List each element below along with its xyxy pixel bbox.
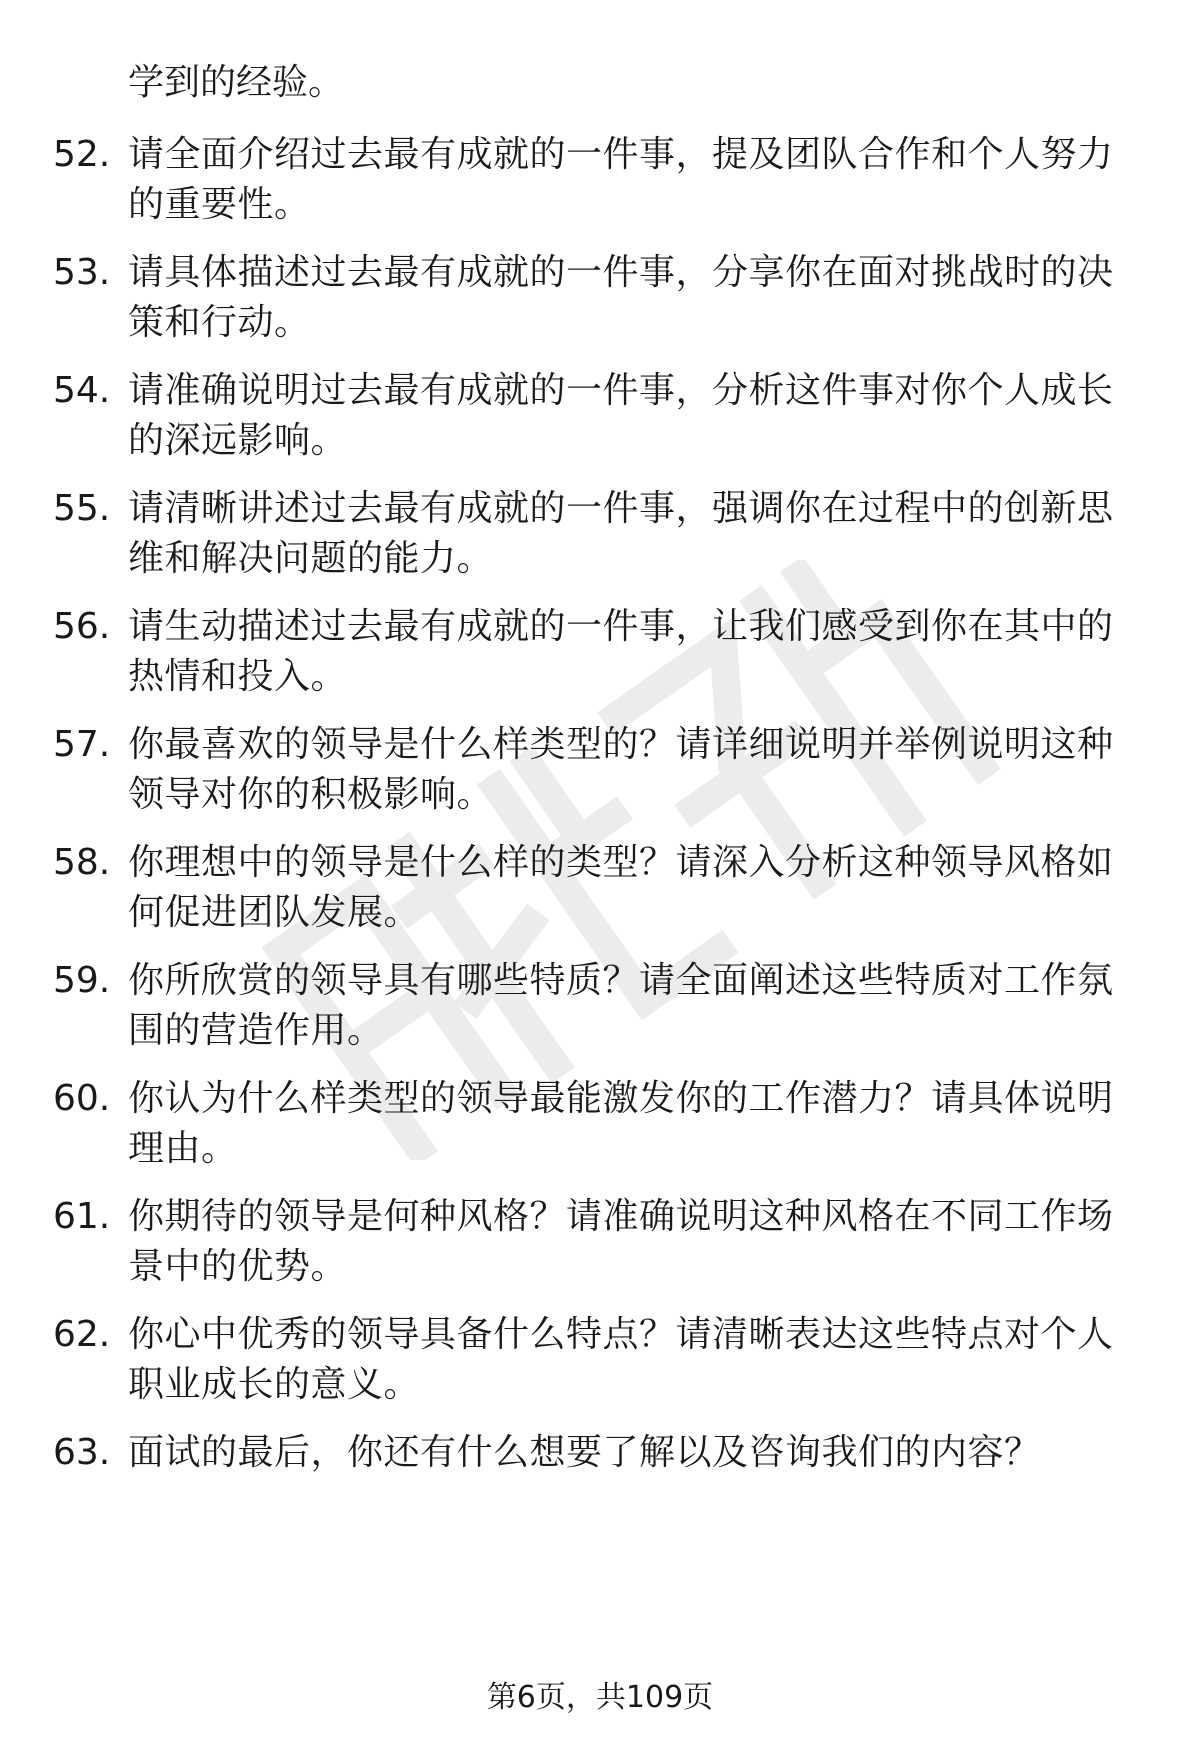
item-text: 你期待的领导是何种风格？请准确说明这种风格在不同工作场景中的优势。 — [128, 1196, 1114, 1287]
item-text: 你所欣赏的领导具有哪些特质？请全面阐述这些特质对工作氛围的营造作用。 — [128, 960, 1114, 1051]
item-text: 你最喜欢的领导是什么样类型的？请详细说明并举例说明这种领导对你的积极影响。 — [128, 724, 1114, 815]
item-number: 55. — [53, 488, 111, 529]
item-number: 57. — [53, 724, 111, 765]
item-text: 请清晰讲述过去最有成就的一件事，强调你在过程中的创新思维和解决问题的能力。 — [128, 488, 1114, 579]
item-text: 你认为什么样类型的领导最能激发你的工作潜力？请具体说明理由。 — [128, 1078, 1114, 1169]
item-text: 请全面介绍过去最有成就的一件事，提及团队合作和个人努力的重要性。 — [128, 134, 1114, 225]
page-footer: 第6页，共109页 — [486, 1680, 714, 1715]
item-number: 62. — [53, 1314, 111, 1355]
item-number: 60. — [53, 1078, 111, 1119]
item-text: 你心中优秀的领导具备什么特点？请清晰表达这些特点对个人职业成长的意义。 — [128, 1314, 1114, 1405]
item-text: 你理想中的领导是什么样的类型？请深入分析这种领导风格如何促进团队发展。 — [128, 842, 1114, 933]
item-text: 请具体描述过去最有成就的一件事，分享你在面对挑战时的决策和行动。 — [128, 252, 1114, 343]
item-text: 请准确说明过去最有成就的一件事，分析这件事对你个人成长的深远影响。 — [128, 370, 1114, 461]
item-text: 请生动描述过去最有成就的一件事，让我们感受到你在其中的热情和投入。 — [128, 606, 1114, 697]
continuation-text: 学到的经验。 — [128, 62, 345, 103]
item-number: 56. — [53, 606, 111, 647]
item-number: 59. — [53, 960, 111, 1001]
item-text: 面试的最后，你还有什么想要了解以及咨询我们的内容？ — [128, 1432, 1041, 1473]
item-number: 63. — [53, 1432, 111, 1473]
item-number: 52. — [53, 134, 111, 175]
item-number: 61. — [53, 1196, 111, 1237]
item-number: 58. — [53, 842, 111, 883]
item-number: 53. — [53, 252, 111, 293]
item-number: 54. — [53, 370, 111, 411]
